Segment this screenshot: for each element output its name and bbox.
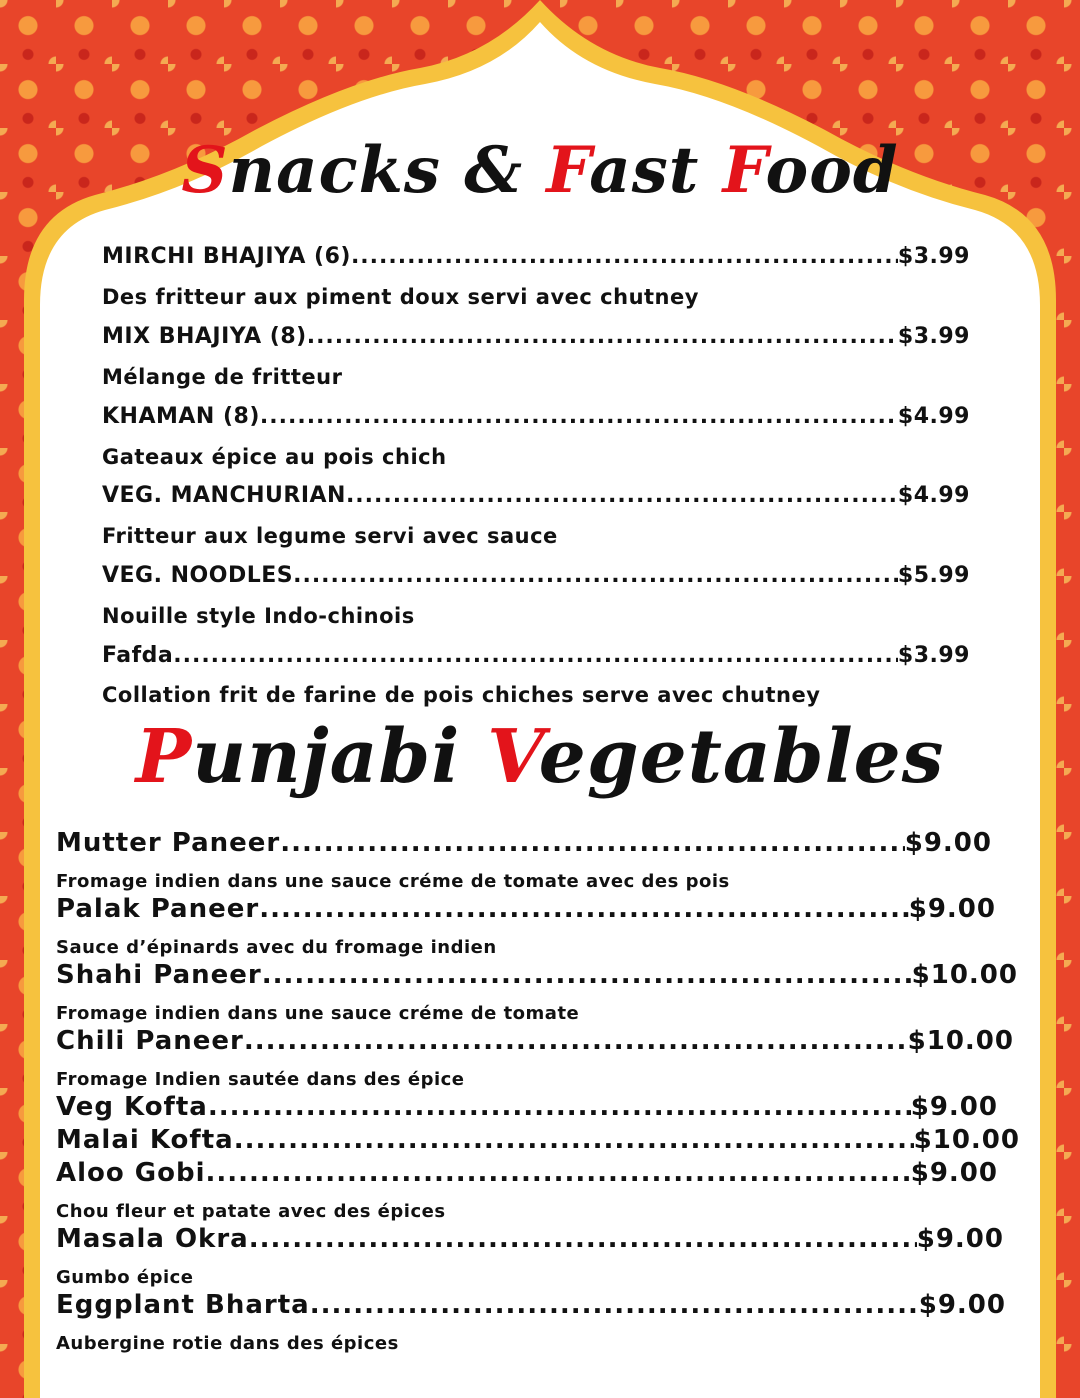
menu-item-row [56, 1026, 1014, 1056]
item-price: $9.00 [910, 1092, 998, 1122]
dot-leader [293, 563, 898, 588]
item-description: Aubergine rotie dans des épices [56, 1333, 399, 1354]
item-name: Masala Okra [56, 1224, 249, 1254]
title-initial: F [722, 133, 766, 208]
dot-leader [208, 1092, 911, 1122]
item-description: Mélange de fritteur [102, 365, 343, 389]
item-description: Fritteur aux legume servi avec sauce [102, 524, 558, 548]
dot-leader [259, 894, 909, 924]
menu-item-row [56, 1290, 1006, 1320]
item-price: $4.99 [897, 483, 970, 508]
item-price: $9.00 [910, 1158, 998, 1188]
title-initial: F [546, 133, 590, 208]
item-name: MIX BHAJIYA (8) [102, 324, 307, 349]
item-name: Mutter Paneer [56, 828, 281, 858]
dot-leader [310, 1290, 919, 1320]
menu-item-row [56, 1092, 998, 1122]
item-name: Veg Kofta [56, 1092, 208, 1122]
item-name: Shahi Paneer [56, 960, 262, 990]
dot-leader [307, 324, 898, 349]
dot-leader [346, 483, 898, 508]
item-description: Sauce d’épinards avec du fromage indien [56, 937, 497, 958]
menu-item-row [56, 960, 1018, 990]
title-initial: P [135, 714, 193, 800]
item-description: Gumbo épice [56, 1267, 194, 1288]
item-name: Chili Paneer [56, 1026, 244, 1056]
item-price: $10.00 [907, 1026, 1014, 1056]
dot-leader [249, 1224, 917, 1254]
item-name: Aloo Gobi [56, 1158, 206, 1188]
menu-item-row [102, 404, 970, 429]
item-description: Gateaux épice au pois chich [102, 445, 447, 469]
menu-item-row [56, 1158, 998, 1188]
menu-item-row [56, 894, 996, 924]
dot-leader [280, 828, 905, 858]
item-name: VEG. NOODLES [102, 563, 294, 588]
item-description: Nouille style Indo-chinois [102, 604, 415, 628]
menu-item-row [102, 563, 970, 588]
item-price: $9.00 [916, 1224, 1004, 1254]
item-name: MIRCHI BHAJIYA (6) [102, 244, 351, 269]
menu-item-row [56, 1125, 1020, 1155]
menu-item-row [102, 244, 970, 269]
item-description: Fromage indien dans une sauce créme de tomate [56, 1003, 580, 1024]
menu-item-row [102, 324, 970, 349]
item-description: Fromage Indien sautée dans des épice [56, 1069, 465, 1090]
item-description: Chou fleur et patate avec des épices [56, 1201, 446, 1222]
dot-leader [260, 404, 898, 429]
item-price: $3.99 [897, 324, 970, 349]
dot-leader [173, 643, 898, 668]
item-name: Eggplant Bharta [56, 1290, 310, 1320]
punjabi-section-title: Punjabi Vegetables [135, 714, 945, 800]
dot-leader [244, 1026, 908, 1056]
menu-item-row [102, 483, 970, 508]
menu-item-row [56, 1224, 1004, 1254]
item-description: Des fritteur aux piment doux servi avec chutney [102, 285, 699, 309]
item-price: $10.00 [911, 960, 1018, 990]
item-description: Collation frit de farine de pois chiches serve avec chutney [102, 683, 821, 707]
item-price: $10.00 [913, 1125, 1020, 1155]
item-name: Palak Paneer [56, 894, 260, 924]
title-initial: S [181, 133, 229, 208]
item-price: $3.99 [897, 244, 970, 269]
item-name: KHAMAN (8) [102, 404, 260, 429]
item-name: VEG. MANCHURIAN [102, 483, 346, 508]
item-price: $9.00 [918, 1290, 1006, 1320]
dot-leader [262, 960, 912, 990]
item-price: $3.99 [897, 643, 970, 668]
item-name: Fafda [102, 643, 174, 668]
dot-leader [234, 1125, 914, 1155]
item-description: Fromage indien dans une sauce créme de tomate avec des pois [56, 871, 730, 892]
menu-item-row [102, 643, 970, 668]
item-price: $9.00 [904, 828, 992, 858]
menu-item-row [56, 828, 992, 858]
snacks-section-title: Snacks & Fast Food [181, 133, 899, 208]
item-name: Malai Kofta [56, 1125, 234, 1155]
item-price: $4.99 [897, 404, 970, 429]
item-price: $9.00 [908, 894, 996, 924]
dot-leader [351, 244, 898, 269]
dot-leader [206, 1158, 911, 1188]
title-initial: V [487, 714, 539, 800]
item-price: $5.99 [897, 563, 970, 588]
